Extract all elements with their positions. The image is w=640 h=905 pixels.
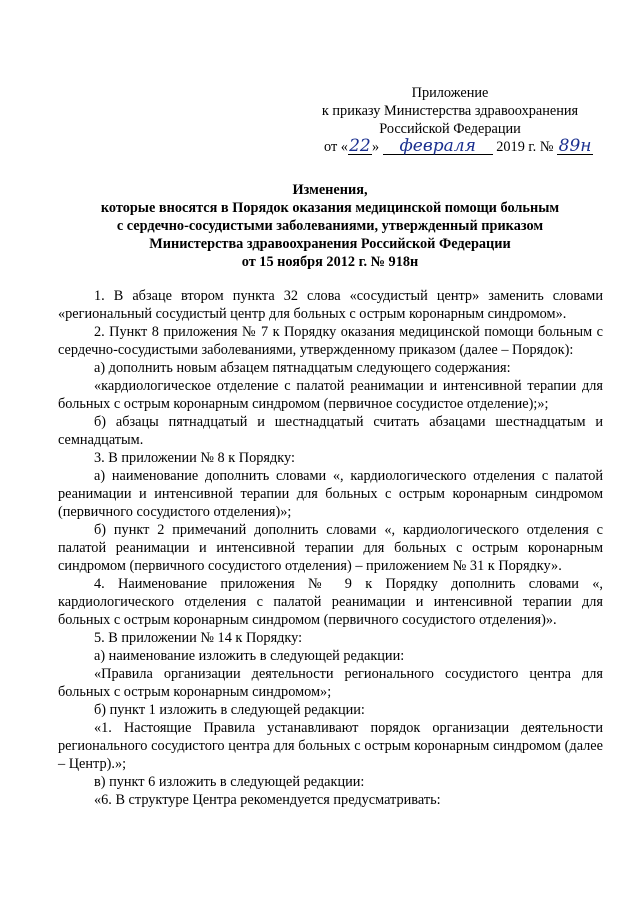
paragraph-3: а) дополнить новым абзацем пятнадцатым следующего содержания: — [94, 360, 511, 376]
order-number-field — [557, 136, 593, 156]
paragraph-14: «1. Настоящие Правила устанавливают порядок организации деятельности регионального сосудистого центра для больных с острым коронарным синдромом (далее – Центр).»; — [58, 720, 603, 772]
paragraph-15: в) пункт 6 изложить в следующей редакции: — [94, 774, 365, 790]
title-line-2: которые вносятся в Порядок оказания медицинской помощи больным — [100, 200, 560, 216]
paragraph-13: б) пункт 1 изложить в следующей редакции: — [94, 702, 365, 718]
paragraph-1: 1. В абзаце втором пункта 32 слова «сосудистый центр» заменить словами «региональный сосудистый центр для больных с острым коронарным синдромом». — [58, 288, 603, 322]
paragraph-7: а) наименование дополнить словами «, кардиологического отделения с палатой реанимации и интенсивной терапии для больных с острым коронарным синдромом (первичного сосудистого отделения)»; — [58, 468, 603, 520]
date-prefix: от « — [324, 139, 348, 155]
annex-header — [300, 84, 600, 156]
paragraph-5: б) абзацы пятнадцатый и шестнадцатый считать абзацами шестнадцатым и семнадцатым. — [58, 414, 603, 448]
annex-date-line — [324, 138, 600, 156]
date-mid: » — [371, 139, 380, 155]
date-month-field — [383, 136, 493, 156]
order-number-handwritten: 89н — [558, 136, 592, 156]
paragraph-16: «6. В структуре Центра рекомендуется предусматривать: — [94, 792, 441, 808]
document-body — [58, 287, 603, 809]
paragraph-9: 4. Наименование приложения № 9 к Порядку дополнить словами «, кардиологического отделения с палатой реанимации и интенсивной терапии для больных с острым коронарным синдромом (первичного сосудистого отделения)». — [58, 576, 603, 628]
annex-federation-line: Российской Федерации — [379, 121, 521, 137]
document-title — [40, 181, 620, 271]
paragraph-6: 3. В приложении № 8 к Порядку: — [94, 450, 295, 466]
paragraph-10: 5. В приложении № 14 к Порядку: — [94, 630, 303, 646]
annex-order-line: к приказу Министерства здравоохранения — [321, 103, 579, 119]
title-line-4: Министерства здравоохранения Российской Федерации — [149, 236, 511, 252]
paragraph-8: б) пункт 2 примечаний дополнить словами «, кардиологического отделения с палатой реанимации и интенсивной терапии для больных с острым коронарным синдромом (первичного сосудистого отделения) – приложением № 31 к Порядку». — [58, 522, 603, 574]
title-line-3: с сердечно-сосудистыми заболеваниями, утвержденный приказом — [116, 218, 544, 234]
date-day-field — [348, 136, 372, 156]
title-line-1: Изменения, — [292, 182, 368, 198]
annex-label: Приложение — [411, 85, 489, 101]
date-day-handwritten: 22 — [349, 136, 371, 156]
date-year: 2019 г. № — [496, 139, 554, 155]
paragraph-2: 2. Пункт 8 приложения № 7 к Порядку оказания медицинской помощи больным с сердечно-сосудистыми заболеваниями, утвержденному приказом (далее – Порядок): — [58, 324, 603, 358]
paragraph-12: «Правила организации деятельности регионального сосудистого центра для больных с острым коронарным синдромом»; — [58, 666, 603, 700]
paragraph-11: а) наименование изложить в следующей редакции: — [94, 648, 405, 664]
paragraph-4: «кардиологическое отделение с палатой реанимации и интенсивной терапии для больных с острым коронарным синдромом (первичное сосудистое отделение);»; — [58, 378, 603, 412]
title-line-5: от 15 ноября 2012 г. № 918н — [241, 254, 419, 270]
date-month-handwritten: февраля — [399, 136, 476, 156]
